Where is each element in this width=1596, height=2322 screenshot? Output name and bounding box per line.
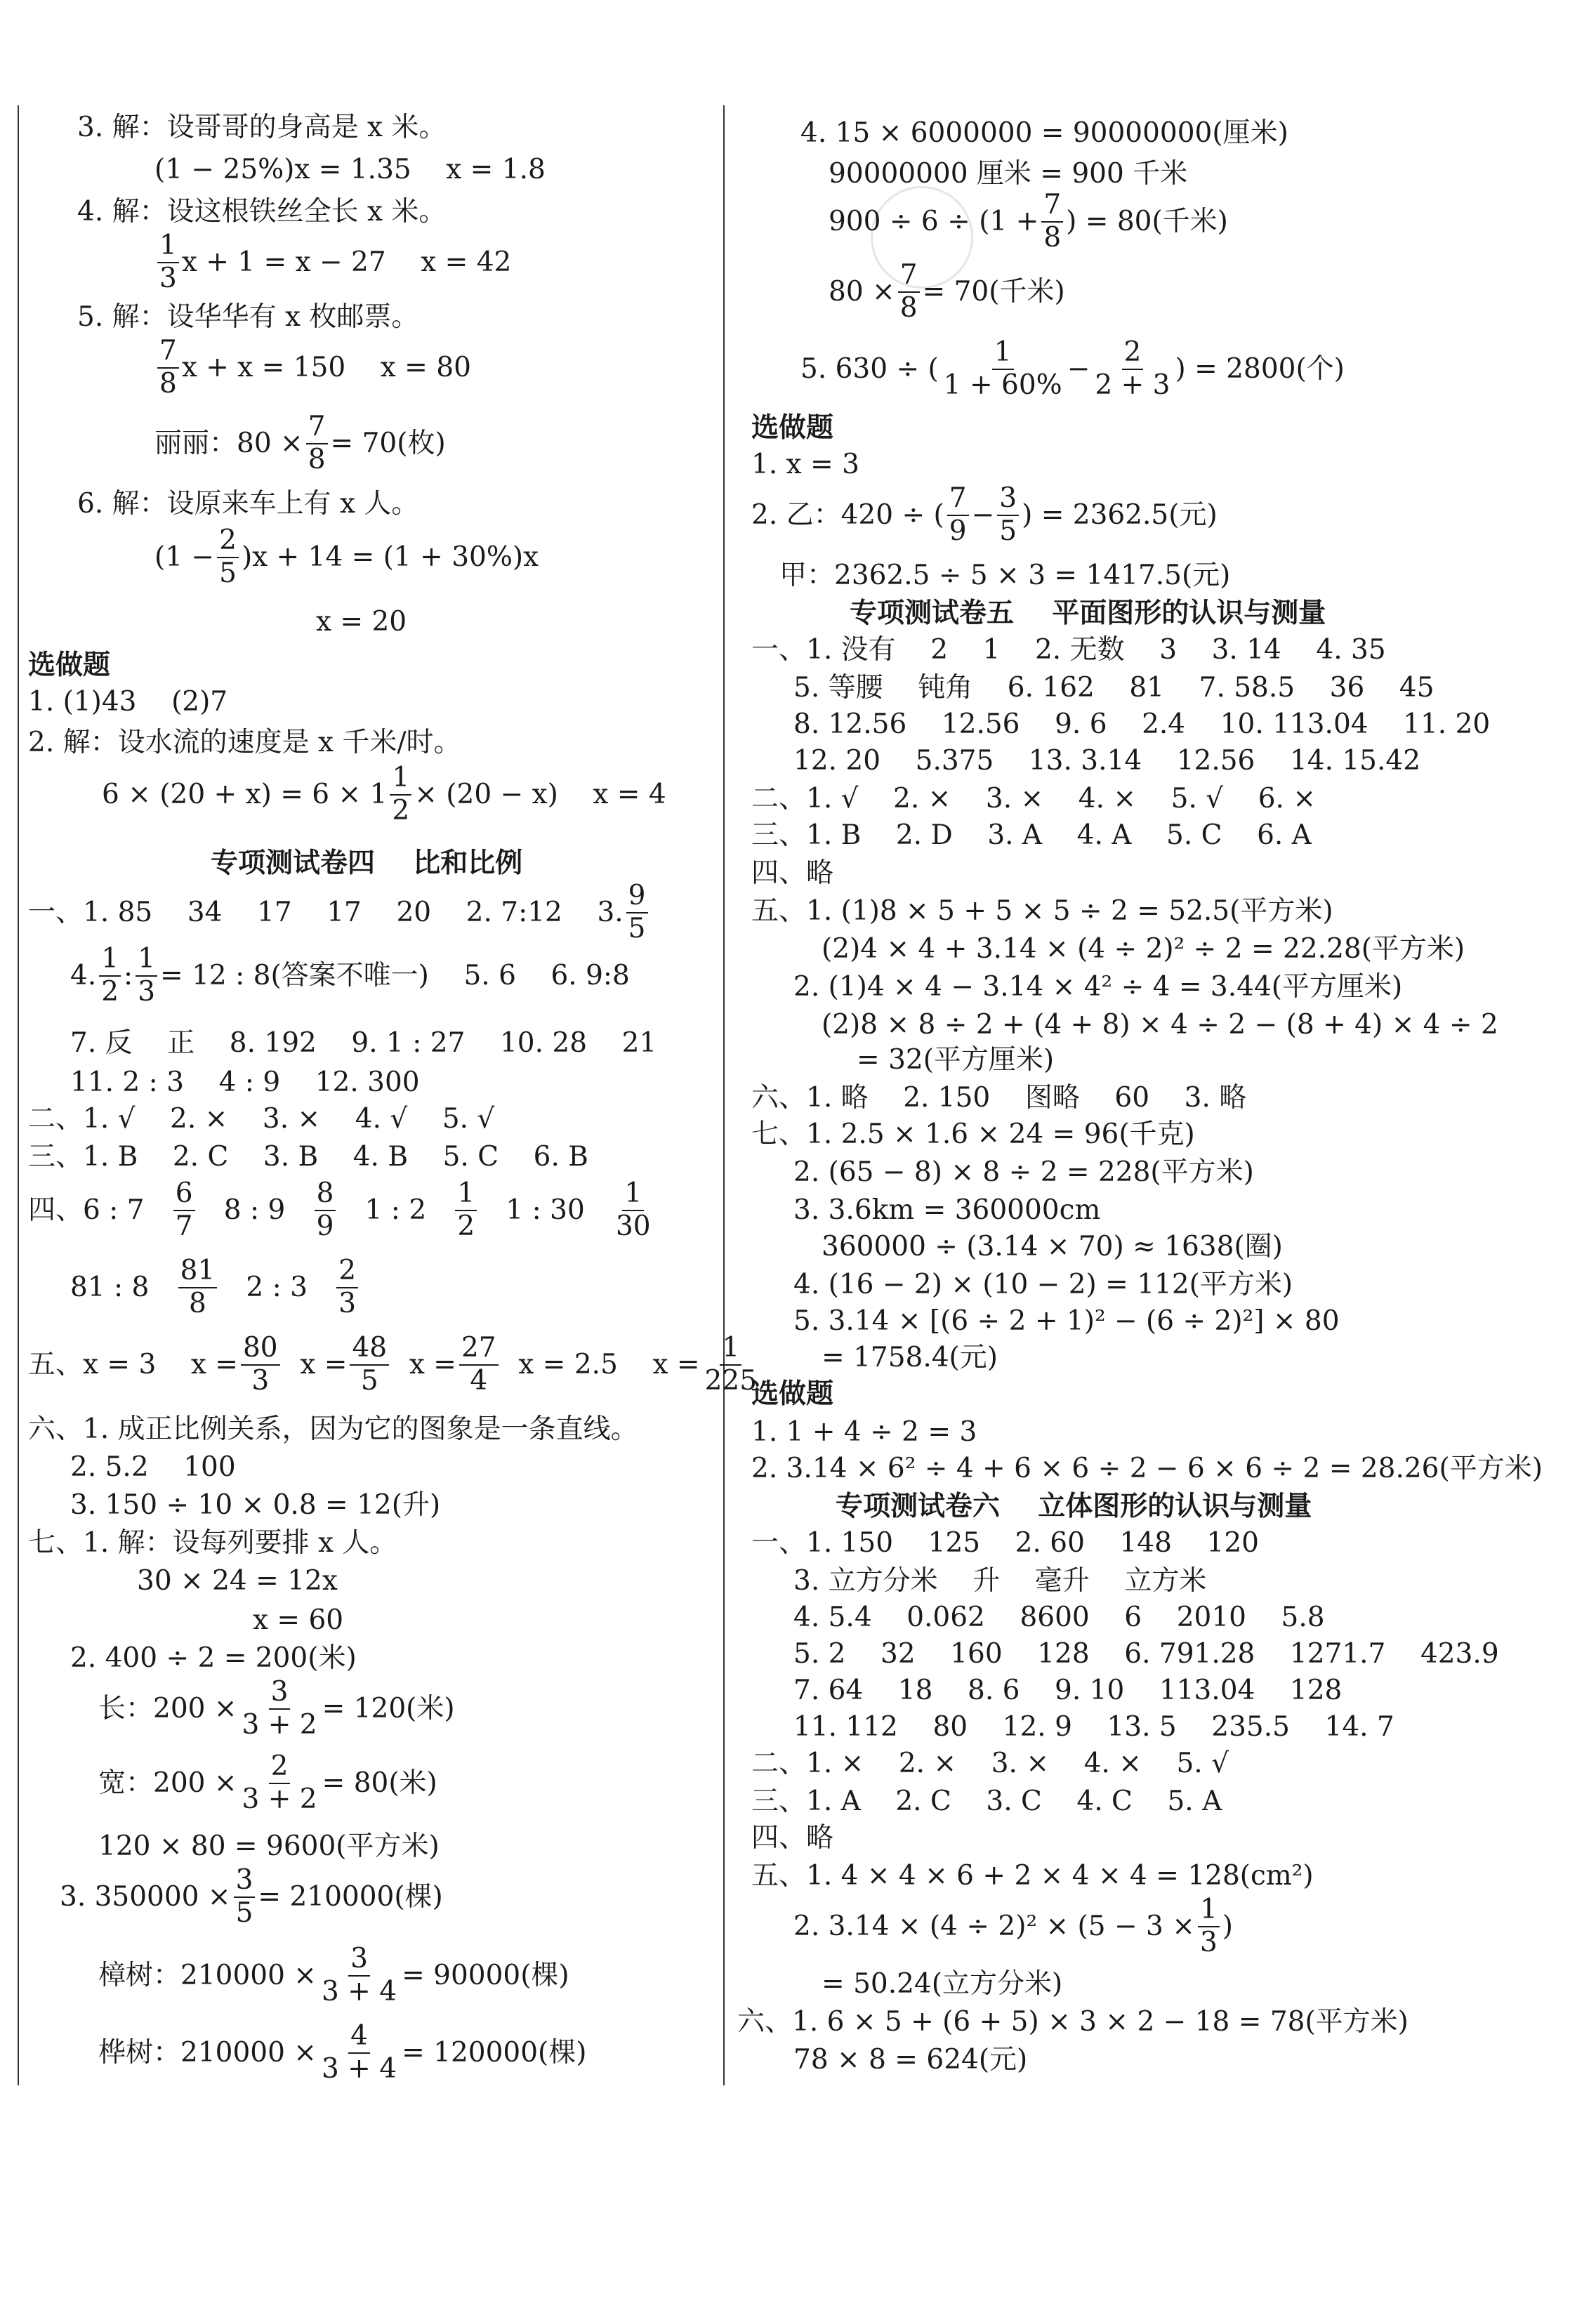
- answer-line: 30 × 24 = 12x: [137, 1565, 338, 1597]
- fraction: $\frac{1}{2}$: [455, 1180, 477, 1241]
- answer-line: 12. 20 5.375 13. 3.14 12.56 14. 15.42: [793, 745, 1421, 777]
- answer-line: 四、6 : 7 $\frac{6}{7}$ 8 : 9 $\frac{8}{9}$ 1 : 2 $\frac{1}{2}$ 1 : 30 $\frac{1}{30}$: [28, 1180, 656, 1241]
- answer-line: x = 60: [253, 1604, 344, 1636]
- answer-line: = 50.24(立方分米): [822, 1968, 1063, 2000]
- fraction: $\frac{81}{8}$: [178, 1257, 218, 1319]
- answer-line: 二、1. × 2. × 3. × 4. × 5. √: [751, 1748, 1229, 1779]
- answer-line: 5. 3.14 × [(6 ÷ 2 + 1)² − (6 ÷ 2)²] × 80: [793, 1305, 1340, 1337]
- fraction: $\frac{2}{3}$: [336, 1257, 358, 1319]
- answer-line: 6 × (20 + x) = 6 × 1 $\frac{1}{2}$ × (20 − x) x = 4: [102, 762, 666, 826]
- fraction: $\frac{3}{5}$: [997, 484, 1019, 546]
- answer-line: 一、1. 150 125 2. 60 148 120: [751, 1527, 1259, 1559]
- answer-line: 81 : 8 $\frac{81}{8}$ 2 : 3 $\frac{2}{3}$: [70, 1257, 361, 1319]
- answer-line: 2. (1)4 × 4 − 3.14 × 4² ÷ 4 = 3.44(平方厘米): [793, 971, 1403, 1003]
- answer-line: 900 ÷ 6 ÷ (1 + $\frac{7}{8}$ ) = 80(千米): [829, 189, 1228, 253]
- fraction: $\frac{2}{2 + 3}$: [1095, 336, 1170, 401]
- answer-line: 3. 150 ÷ 10 × 0.8 = 12(升): [70, 1489, 441, 1521]
- fraction: $\frac{80}{3}$: [241, 1334, 280, 1396]
- answer-line: 2. 5.2 100: [70, 1451, 236, 1483]
- answer-line: 桦树：210000 × $\frac{4}{3 + 4}$ = 120000(棵): [98, 2020, 587, 2085]
- answer-line: 3. 解：设哥哥的身高是 x 米。: [77, 112, 447, 143]
- answer-line: 8. 12.56 12.56 9. 6 2.4 10. 113.04 11. 20: [793, 708, 1491, 740]
- answer-line: 4. 5.4 0.062 8600 6 2010 5.8: [793, 1602, 1325, 1633]
- fraction: $\frac{2}{5}$: [217, 527, 239, 588]
- answer-line: 4. 15 × 6000000 = 90000000(厘米): [800, 117, 1288, 149]
- answer-line: 5. 解：设华华有 x 枚邮票。: [77, 301, 419, 333]
- answer-line: 3. 350000 × $\frac{3}{5}$ = 210000(棵): [60, 1864, 443, 1929]
- fraction: $\frac{7}{8}$: [157, 337, 179, 399]
- fraction: $\frac{2}{3 + 2}$: [242, 1750, 317, 1815]
- fraction: $\frac{1}{30}$: [615, 1178, 651, 1242]
- answer-line: 2. 400 ÷ 2 = 200(米): [70, 1642, 357, 1674]
- fraction: $\frac{1}{2}$: [390, 764, 411, 826]
- answer-line: 三、1. A 2. C 3. C 4. C 5. A: [751, 1786, 1222, 1817]
- answer-line: 甲：2362.5 ÷ 5 × 3 = 1417.5(元): [779, 560, 1231, 591]
- answer-line: 七、1. 解：设每列要排 x 人。: [28, 1527, 397, 1559]
- answer-line: (1 − $\frac{2}{5}$ )x + 14 = (1 + 30%)x: [154, 525, 539, 589]
- answer-line: 5. 2 32 160 128 6. 791.28 1271.7 423.9: [793, 1638, 1499, 1670]
- answer-line: 1. 1 + 4 ÷ 2 = 3: [751, 1416, 977, 1448]
- fraction: $\frac{3}{3 + 2}$: [242, 1676, 317, 1741]
- answer-line: 360000 ÷ (3.14 × 70) ≈ 1638(圈): [822, 1231, 1283, 1262]
- answer-line: 二、1. √ 2. × 3. × 4. √ 5. √: [28, 1103, 495, 1135]
- fraction: $\frac{3}{3 + 4}$: [321, 1943, 397, 2007]
- answer-line: = 1758.4(元): [822, 1342, 998, 1373]
- test-heading: 专项测试卷四 比和比例: [211, 847, 523, 879]
- answer-line: (1 − 25%)x = 1.35 x = 1.8: [154, 154, 546, 185]
- fraction: $\frac{48}{5}$: [350, 1334, 389, 1396]
- answer-line: 1. x = 3: [751, 449, 859, 480]
- answer-line: 2. 3.14 × 6² ÷ 4 + 6 × 6 ÷ 2 − 6 × 6 ÷ 2 = 28.26(平方米): [751, 1453, 1543, 1484]
- test-heading: 专项测试卷六 立体图形的认识与测量: [836, 1491, 1312, 1522]
- answer-line: 六、1. 成正比例关系，因为它的图象是一条直线。: [28, 1413, 638, 1445]
- answer-line: = 32(平方厘米): [857, 1044, 1055, 1076]
- fraction: $\frac{27}{4}$: [459, 1334, 499, 1396]
- answer-line: 5. 630 ÷ ( $\frac{1}{1 + 60\%}$ − $\frac{2}{2 + 3}$ ) = 2800(个): [800, 336, 1345, 401]
- answer-line: x = 20: [316, 606, 407, 638]
- answer-line: 一、1. 没有 2 1 2. 无数 3 3. 14 4. 35: [751, 634, 1386, 666]
- answer-line: 6. 解：设原来车上有 x 人。: [77, 488, 419, 520]
- answer-line: 二、1. √ 2. × 3. × 4. × 5. √ 6. ×: [751, 783, 1316, 814]
- answer-line: 五、1. 4 × 4 × 6 + 2 × 4 × 4 = 128(cm²): [751, 1860, 1314, 1892]
- left-margin-rule: [18, 105, 19, 2085]
- column-divider: [723, 105, 725, 2085]
- answer-line: 3. 立方分米 升 毫升 立方米: [793, 1565, 1207, 1597]
- answer-line: 六、1. 6 × 5 + (6 + 5) × 3 × 2 − 18 = 78(平方米): [737, 2006, 1409, 2038]
- answer-line: 四、略: [751, 1822, 834, 1854]
- answer-line: 11. 2 : 3 4 : 9 12. 300: [70, 1067, 420, 1098]
- fraction: $\frac{1}{3}$: [136, 945, 157, 1007]
- fraction: $\frac{1}{1 + 60\%}$: [943, 336, 1062, 401]
- fraction: $\frac{1}{3}$: [157, 232, 179, 293]
- answer-line: 丽丽：80 × $\frac{7}{8}$ = 70(枚): [154, 411, 446, 475]
- answer-line: 4. $\frac{1}{2}$ : $\frac{1}{3}$ = 12 : 8(答案不唯一) 5. 6 6. 9:8: [70, 943, 630, 1008]
- answer-line: 120 × 80 = 9600(平方米): [98, 1830, 440, 1862]
- answer-line: 7. 反 正 8. 192 9. 1 : 27 10. 28 21: [70, 1027, 657, 1059]
- answer-line: 2. 乙：420 ÷ ( $\frac{7}{9}$ − $\frac{3}{5}$ ) = 2362.5(元): [751, 482, 1218, 547]
- answer-line: 三、1. B 2. D 3. A 4. A 5. C 6. A: [751, 819, 1312, 851]
- section-label: 选做题: [751, 1378, 834, 1410]
- answer-line: $\frac{7}{8}$ x + x = 150 x = 80: [154, 337, 471, 399]
- fraction: $\frac{6}{7}$: [173, 1180, 195, 1241]
- answer-line: 三、1. B 2. C 3. B 4. B 5. C 6. B: [28, 1141, 588, 1173]
- answer-line: 78 × 8 = 624(元): [793, 2044, 1028, 2076]
- answer-line: 1. (1)43 (2)7: [28, 686, 228, 718]
- answer-line: 7. 64 18 8. 6 9. 10 113.04 128: [793, 1675, 1343, 1706]
- answer-line: 4. 解：设这根铁丝全长 x 米。: [77, 196, 447, 227]
- answer-line: 3. 3.6km = 360000cm: [793, 1194, 1101, 1226]
- answer-line: 5. 等腰 钝角 6. 162 81 7. 58.5 36 45: [793, 672, 1435, 704]
- answer-line: 一、1. 85 34 17 17 20 2. 7:12 3. $\frac{9}{5}$: [28, 882, 651, 944]
- answer-line: 90000000 厘米 = 900 千米: [829, 158, 1188, 190]
- fraction: $\frac{9}{5}$: [626, 882, 648, 944]
- answer-line: 樟树：210000 × $\frac{3}{3 + 4}$ = 90000(棵): [98, 1943, 569, 2007]
- fraction: $\frac{8}{9}$: [315, 1180, 336, 1241]
- answer-line: (2)8 × 8 ÷ 2 + (4 + 8) × 4 ÷ 2 − (8 + 4) × 4 ÷ 2: [822, 1009, 1498, 1041]
- answer-line: 宽：200 × $\frac{2}{3 + 2}$ = 80(米): [98, 1750, 437, 1815]
- fraction: $\frac{3}{5}$: [234, 1866, 256, 1928]
- fraction: $\frac{1}{225}$: [704, 1332, 758, 1397]
- fraction: $\frac{1}{2}$: [99, 945, 121, 1007]
- answer-line: 五、x = 3 x = $\frac{80}{3}$ x = $\frac{48}{5}$ x = $\frac{27}{4}$ x = 2.5 x = $\frac{1}{225}$: [28, 1334, 762, 1396]
- fraction: $\frac{4}{3 + 4}$: [321, 2020, 397, 2085]
- fraction: $\frac{7}{8}$: [898, 261, 920, 323]
- test-heading: 专项测试卷五 平面图形的认识与测量: [850, 598, 1326, 629]
- answer-line: 2. 3.14 × (4 ÷ 2)² × (5 − 3 × $\frac{1}{3}$ ): [793, 1894, 1233, 1958]
- answer-line: 4. (16 − 2) × (10 − 2) = 112(平方米): [793, 1269, 1293, 1300]
- answer-line: 四、略: [751, 857, 834, 889]
- answer-line: 80 × $\frac{7}{8}$ = 70(千米): [829, 259, 1065, 324]
- answer-line: 六、1. 略 2. 150 图略 60 3. 略: [751, 1082, 1247, 1114]
- fraction: $\frac{7}{9}$: [947, 484, 969, 546]
- answer-line: 五、1. (1)8 × 5 + 5 × 5 ÷ 2 = 52.5(平方米): [751, 895, 1333, 927]
- answer-line: $\frac{1}{3}$ x + 1 = x − 27 x = 42: [154, 232, 511, 293]
- fraction: $\frac{1}{3}$: [1198, 1896, 1220, 1958]
- section-label: 选做题: [28, 649, 111, 681]
- answer-line: 11. 112 80 12. 9 13. 5 235.5 14. 7: [793, 1711, 1394, 1743]
- section-label: 选做题: [751, 412, 834, 444]
- answer-line: 2. 解：设水流的速度是 x 千米/时。: [28, 727, 461, 758]
- answer-line: 2. (65 − 8) × 8 ÷ 2 = 228(平方米): [793, 1156, 1254, 1188]
- answer-line: (2)4 × 4 + 3.14 × (4 ÷ 2)² ÷ 2 = 22.28(平方米): [822, 933, 1465, 965]
- fraction: $\frac{7}{8}$: [1041, 191, 1063, 253]
- answer-line: 七、1. 2.5 × 1.6 × 24 = 96(千克): [751, 1119, 1195, 1150]
- fraction: $\frac{7}{8}$: [306, 413, 328, 475]
- answer-line: 长：200 × $\frac{3}{3 + 2}$ = 120(米): [98, 1676, 455, 1741]
